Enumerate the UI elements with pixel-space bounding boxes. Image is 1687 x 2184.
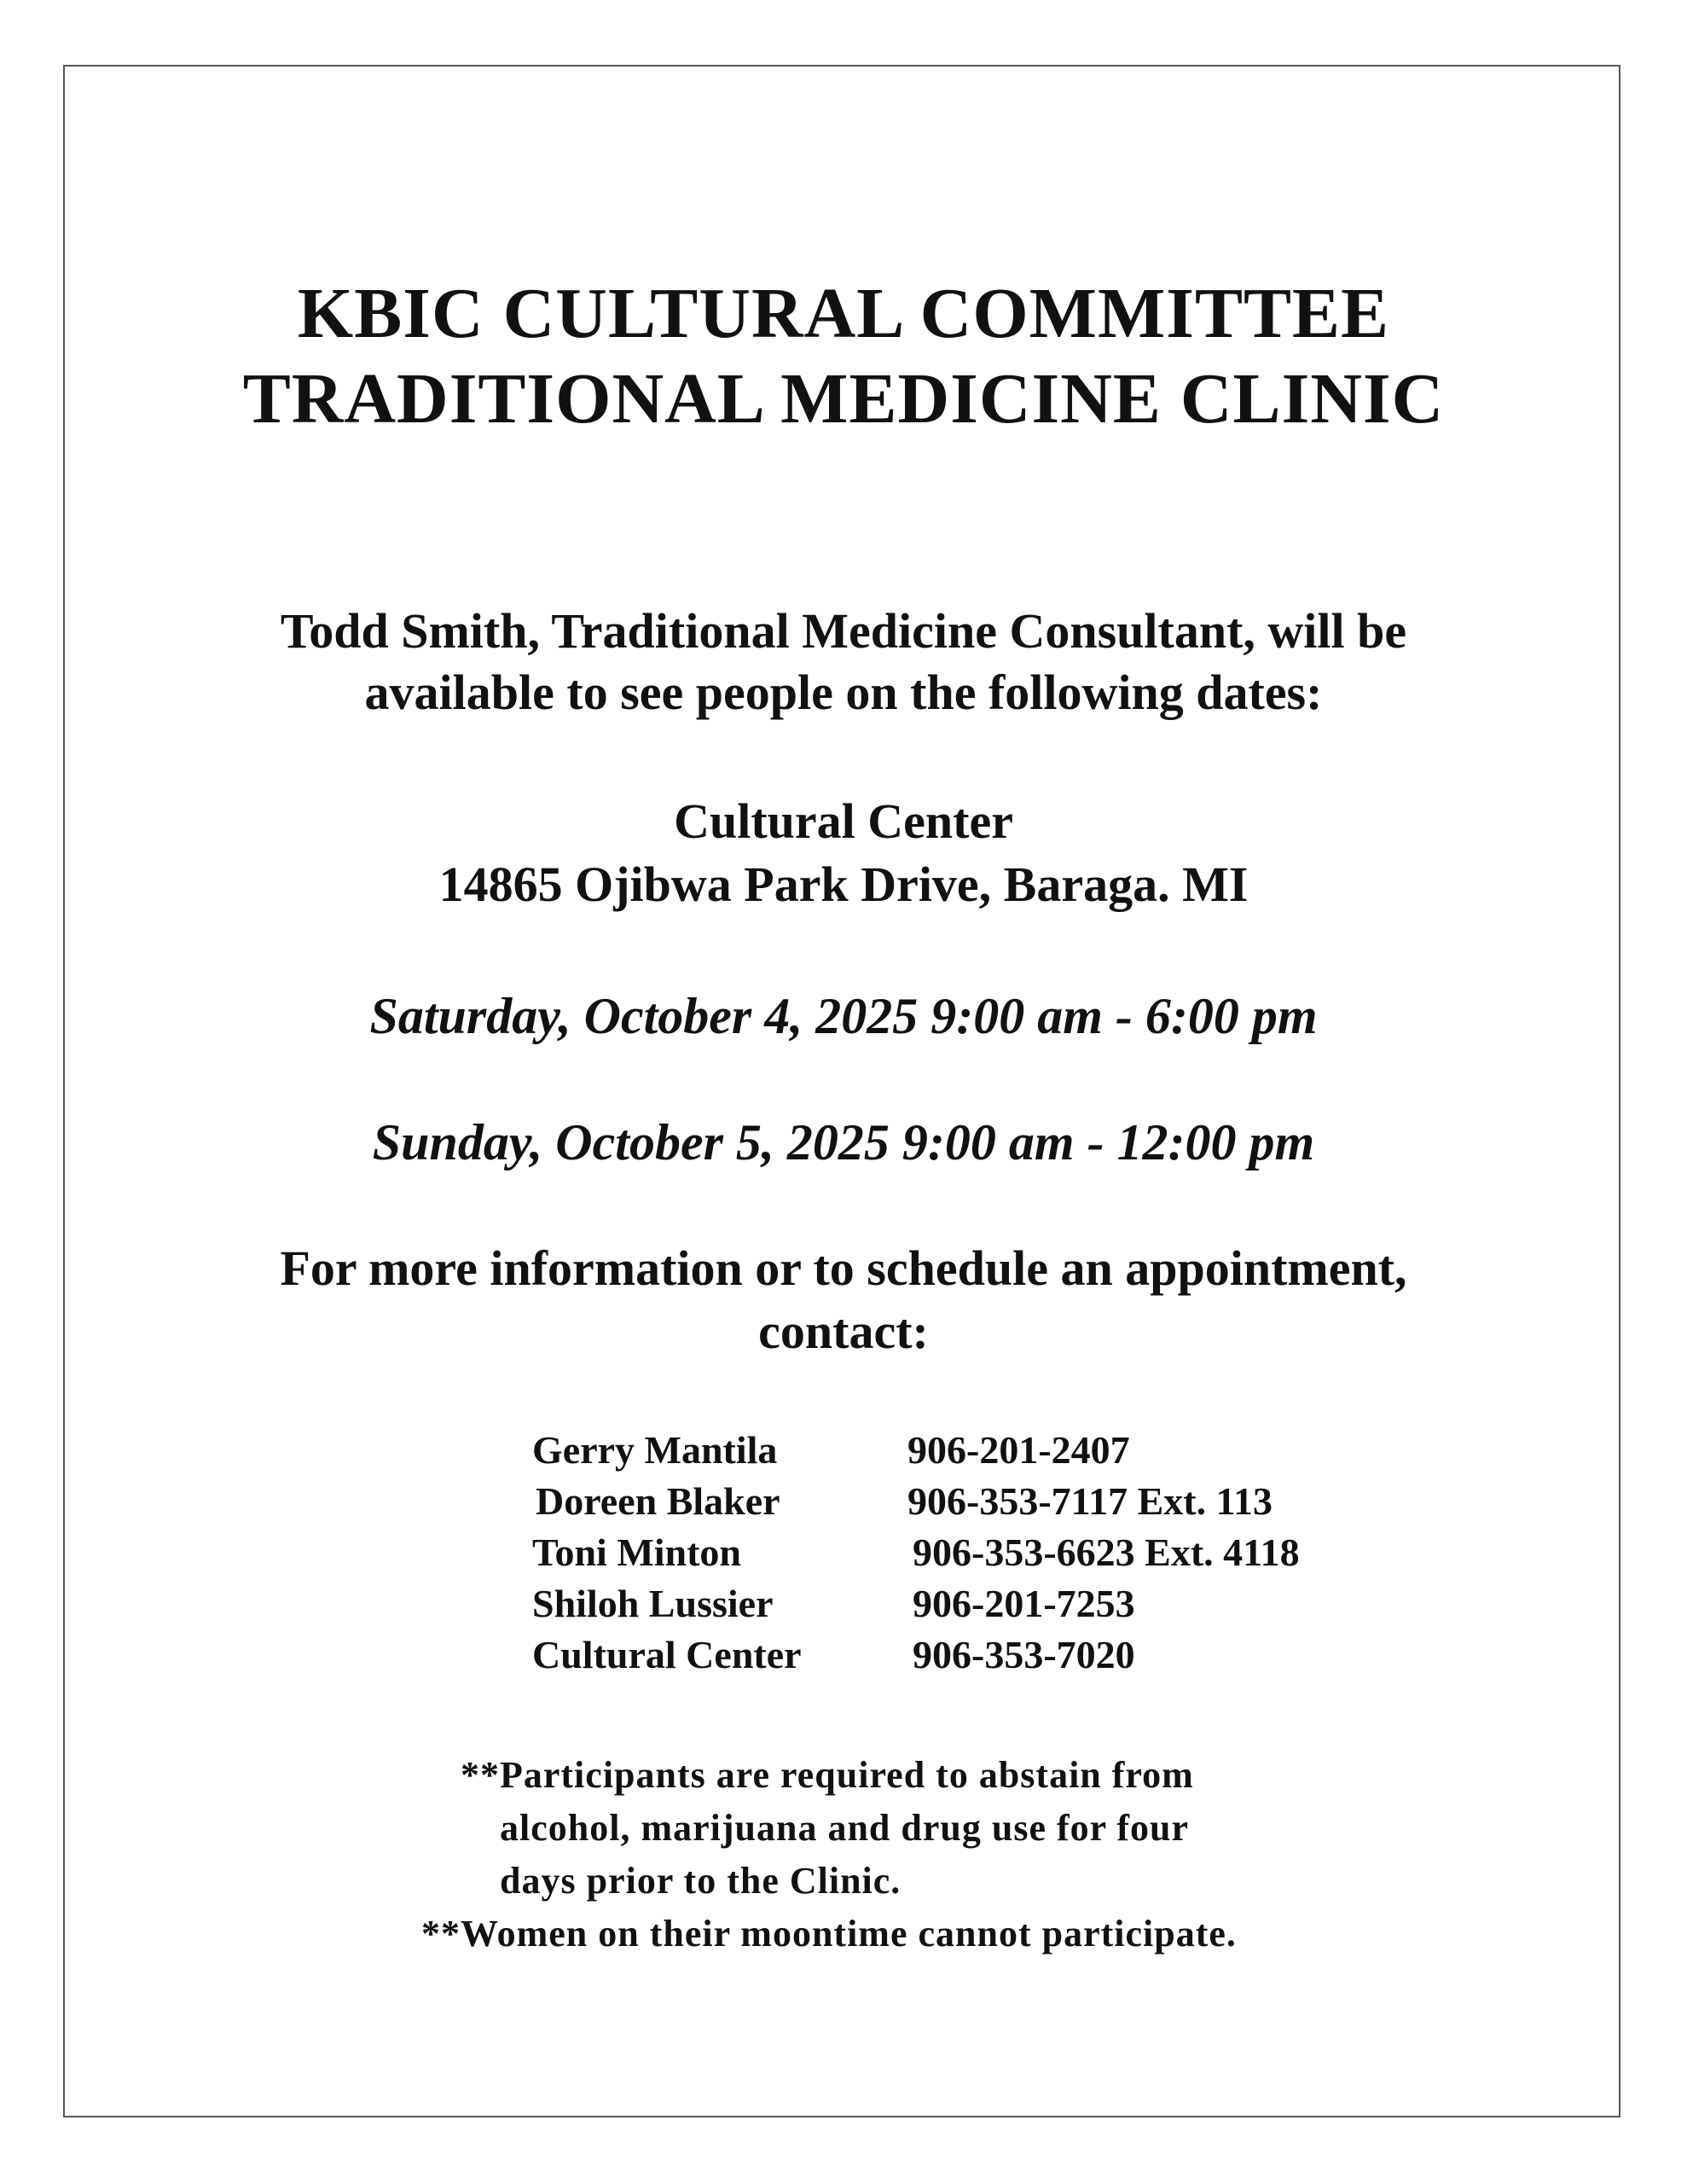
contact-name: Doreen Blaker — [536, 1479, 780, 1523]
contact-name: Cultural Center — [532, 1633, 802, 1676]
venue-block — [0, 790, 1687, 916]
note-abstain-line-3: days prior to the Clinic. — [500, 1860, 901, 1902]
note-moontime: **Women on their moontime cannot participate. — [421, 1913, 1237, 1955]
contact-row — [532, 1578, 1300, 1629]
session-sunday: Sunday, October 5, 2025 9:00 am - 12:00 pm — [372, 1114, 1315, 1170]
more-info-line-2: contact: — [758, 1304, 929, 1359]
contact-phone: 906-353-7117 Ext. 113 — [907, 1479, 1273, 1523]
contact-name: Shiloh Lussier — [532, 1582, 774, 1625]
more-info-line-1: For more information or to schedule an appointment, — [280, 1240, 1407, 1296]
contact-name: Toni Minton — [532, 1531, 742, 1574]
intro-text — [0, 601, 1687, 723]
contact-row — [532, 1476, 1300, 1527]
participation-notes — [421, 1749, 1237, 1960]
contact-phone: 906-353-7020 — [913, 1633, 1135, 1676]
title-line-2: TRADITIONAL MEDICINE CLINIC — [242, 359, 1445, 439]
contact-phone: 906-201-2407 — [907, 1428, 1130, 1472]
flyer-title — [0, 271, 1687, 442]
contact-row — [532, 1425, 1300, 1476]
more-info-text — [0, 1237, 1687, 1363]
contact-row — [532, 1527, 1300, 1578]
title-line-1: KBIC CULTURAL COMMITTEE — [297, 274, 1390, 353]
contact-phone: 906-353-6623 Ext. 4118 — [913, 1531, 1300, 1574]
note-abstain-line-1: **Participants are required to abstain from — [461, 1754, 1194, 1796]
contact-list — [532, 1425, 1300, 1681]
venue-address: 14865 Ojibwa Park Drive, Baraga. MI — [438, 857, 1249, 912]
contact-phone: 906-201-7253 — [913, 1582, 1135, 1625]
venue-name: Cultural Center — [674, 793, 1013, 849]
note-abstain-line-2: alcohol, marijuana and drug use for four — [500, 1807, 1190, 1849]
session-saturday: Saturday, October 4, 2025 9:00 am - 6:00 pm — [369, 988, 1318, 1044]
contact-row — [532, 1629, 1300, 1681]
contact-name: Gerry Mantila — [532, 1428, 778, 1472]
intro-line-2: available to see people on the following dates: — [364, 665, 1323, 720]
intro-line-1: Todd Smith, Traditional Medicine Consultant, will be — [280, 603, 1407, 659]
